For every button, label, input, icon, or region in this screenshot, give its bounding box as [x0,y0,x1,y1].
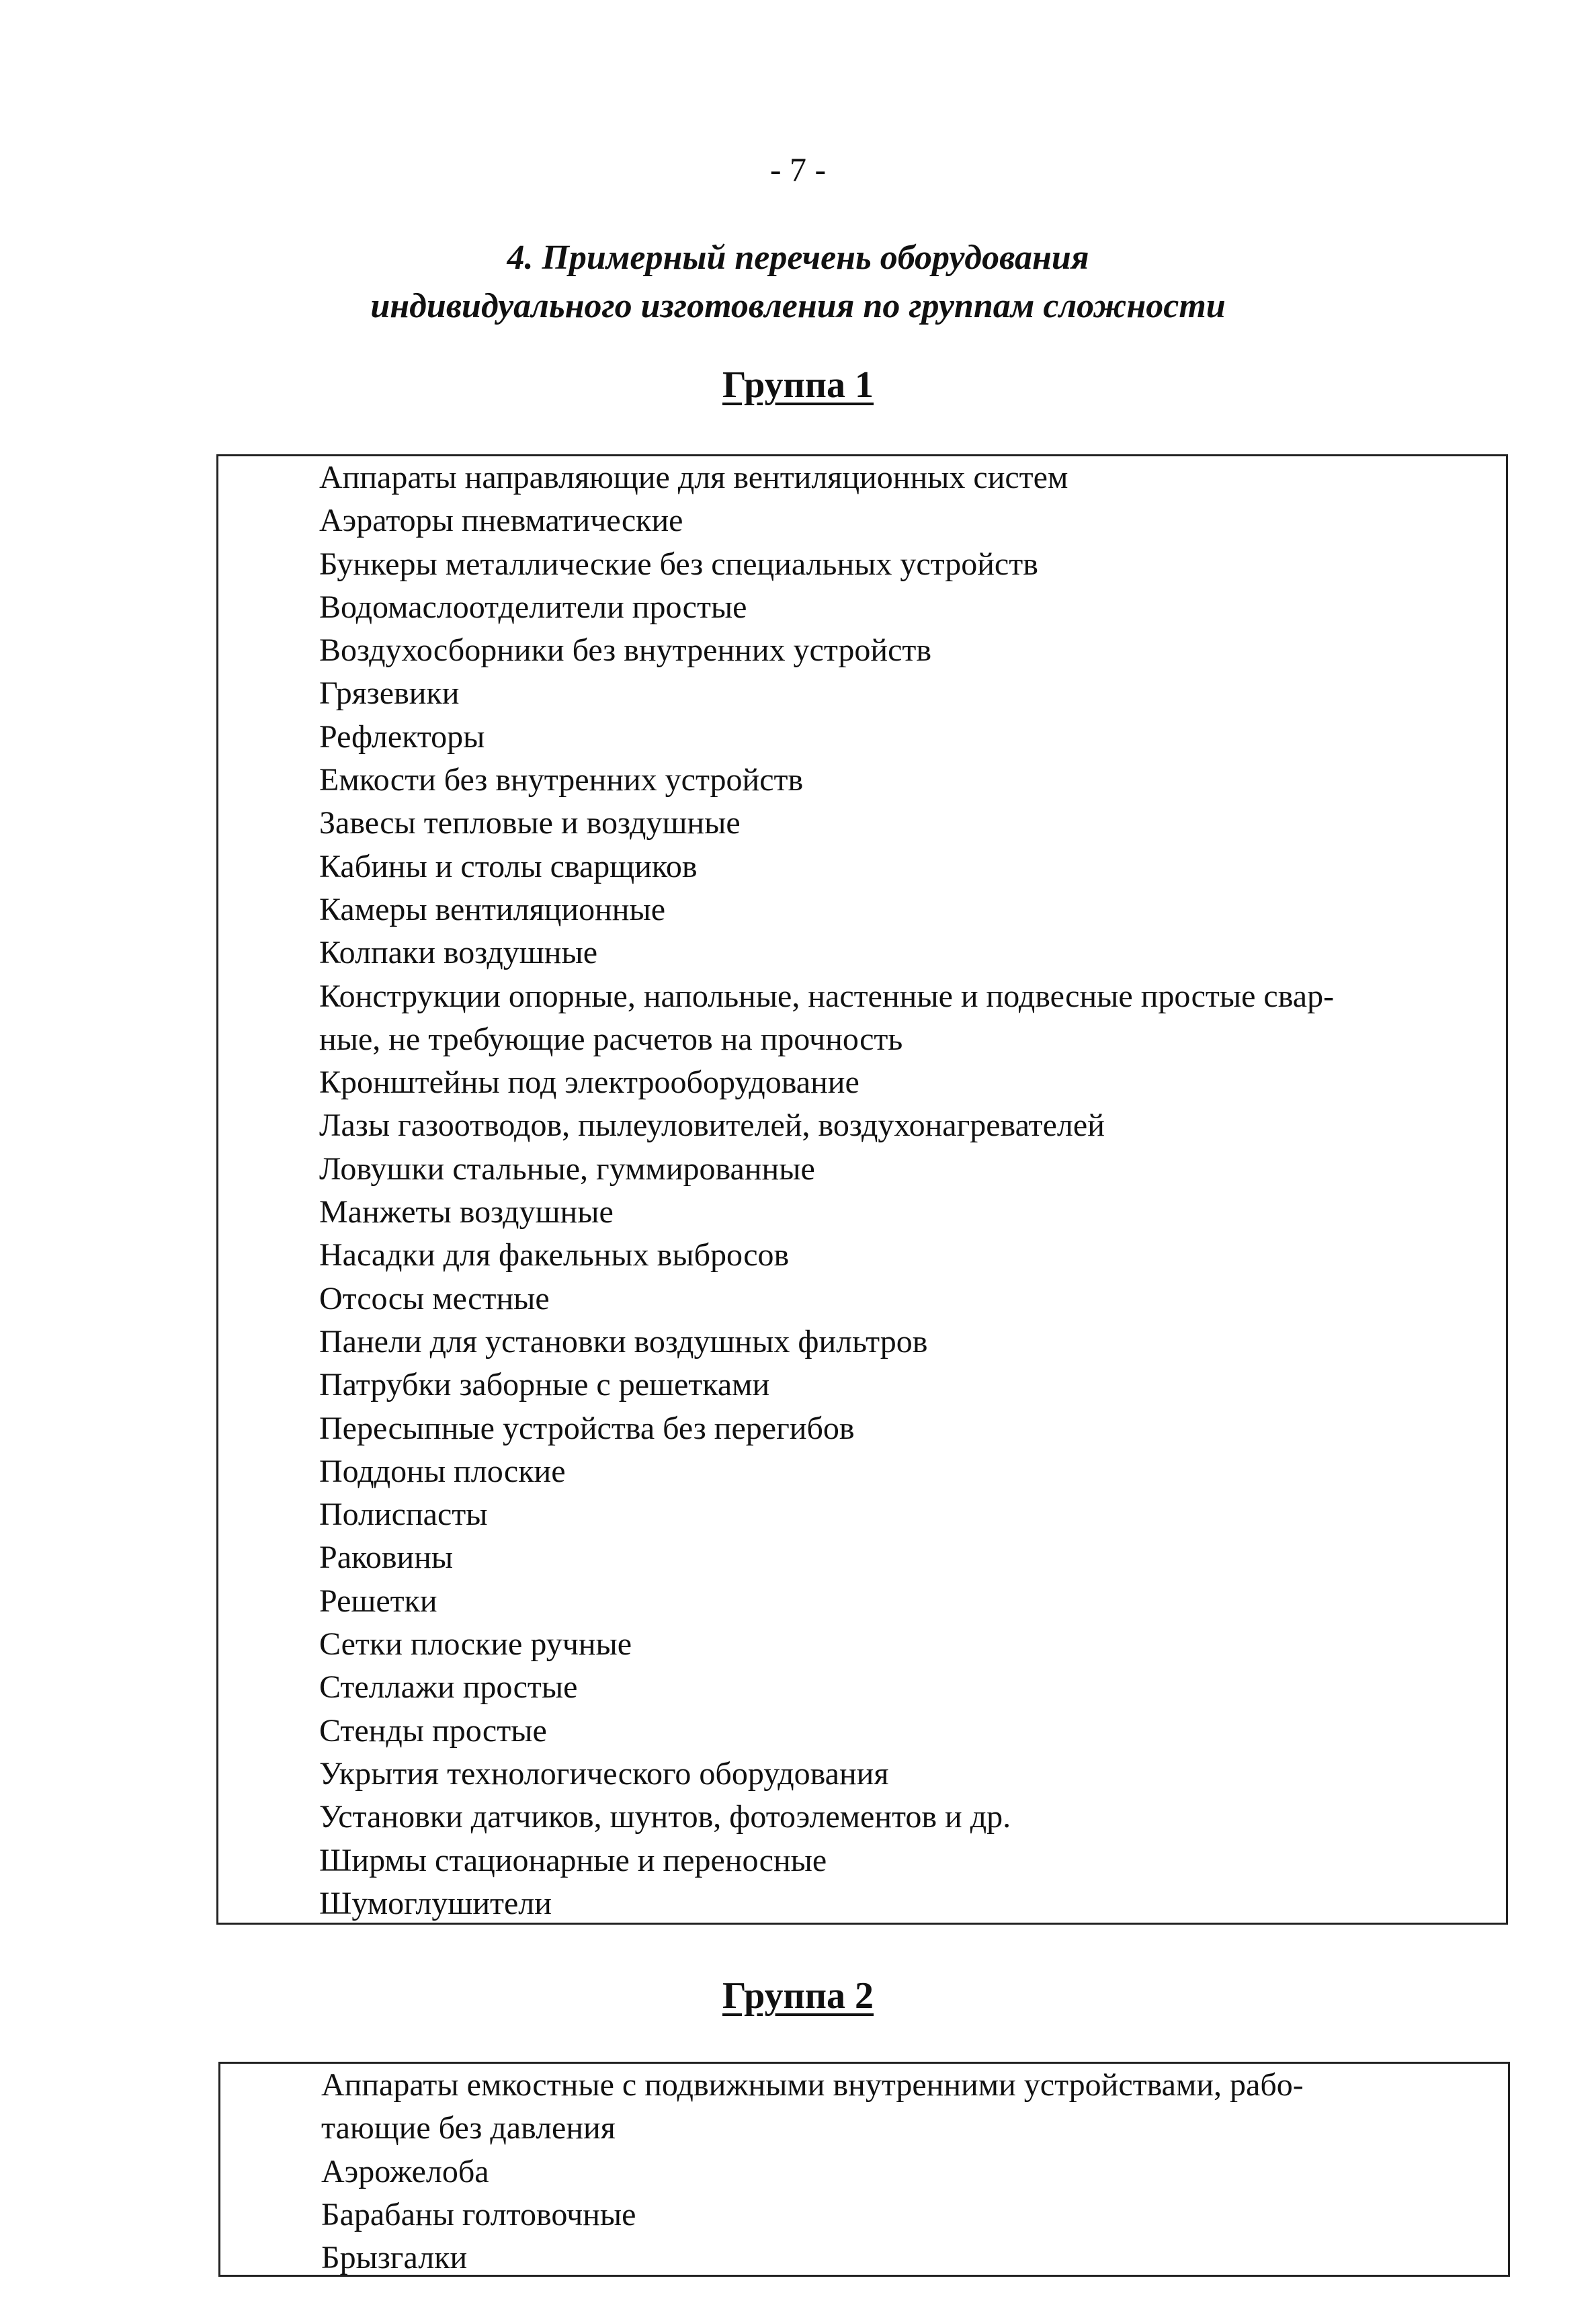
group-1-heading [0,363,1596,407]
list-item: Водомаслоотделители простые [319,589,747,625]
group-2-box [218,2062,1510,2277]
list-item: Полиспасты [319,1497,488,1533]
list-item: Насадки для факельных выбросов [319,1237,790,1273]
list-item: Ширмы стационарные и переносные [319,1842,827,1878]
group-2-list [321,2064,1304,2277]
section-title-line-1: 4. Примерный перечень оборудования [507,239,1089,277]
group-1-list [319,456,1334,1925]
list-item: Колпаки воздушные [319,935,597,971]
list-item: Емкости без внутренних устройств [319,762,804,798]
list-item: Камеры вентиляционные [319,891,665,927]
list-item: Поддоны плоские [319,1453,566,1489]
page-number: - 7 - [769,151,827,188]
list-item: Барабаны голтовочные [321,2196,636,2232]
list-item: Конструкции опорные, напольные, настенные и подвесные простые свар- [319,978,1335,1014]
list-item: Воздухосборники без внутренних устройств [319,632,932,669]
list-item: Решетки [319,1583,437,1619]
list-item: Кронштейны под электрооборудование [319,1064,859,1101]
list-item: Аппараты емкостные с подвижными внутренними устройствами, рабо- [321,2067,1304,2103]
list-item: Сетки плоские ручные [319,1626,632,1663]
group-2-heading [0,1974,1596,2018]
list-item: Брызгалки [321,2240,468,2276]
section-title-line-2: индивидуального изготовления по группам сложности [370,287,1226,325]
list-item: Лазы газоотводов, пылеуловителей, воздухонагревателей [319,1107,1105,1144]
list-item: Стеллажи простые [319,1669,578,1706]
group-1-box [216,454,1508,1925]
list-item: Манжеты воздушные [319,1194,614,1230]
list-item: тающие без давления [321,2110,616,2146]
list-item: Кабины и столы сварщиков [319,848,698,884]
list-item: Шумоглушители [319,1885,552,1921]
list-item: Укрытия технологического оборудования [319,1755,889,1792]
list-item: Пересыпные устройства без перегибов [319,1410,855,1446]
list-item: Панели для установки воздушных фильтров [319,1323,928,1359]
list-item: Раковины [319,1540,454,1576]
list-item: Аппараты направляющие для вентиляционных систем [319,460,1068,495]
list-item: Отсосы местные [319,1280,550,1316]
group-2-heading-text: Группа 2 [722,1975,874,2017]
list-item: Аэраторы пневматические [319,503,683,539]
list-item: Патрубки заборные с решетками [319,1367,770,1403]
list-item: Ловушки стальные, гуммированные [319,1150,815,1187]
list-item: Бункеры металлические без специальных устройств [319,546,1038,582]
list-item: Стенды простые [319,1712,547,1749]
section-title [0,234,1596,331]
list-item: Завесы тепловые и воздушные [319,805,741,841]
group-1-heading-text: Группа 1 [722,364,874,406]
list-item: Установки датчиков, шунтов, фотоэлементов и др. [319,1799,1011,1835]
list-item: Рефлекторы [319,718,485,755]
list-item: Аэрожелоба [321,2153,489,2189]
list-item: Грязевики [319,675,460,712]
list-item: ные, не требующие расчетов на прочность [319,1021,903,1057]
